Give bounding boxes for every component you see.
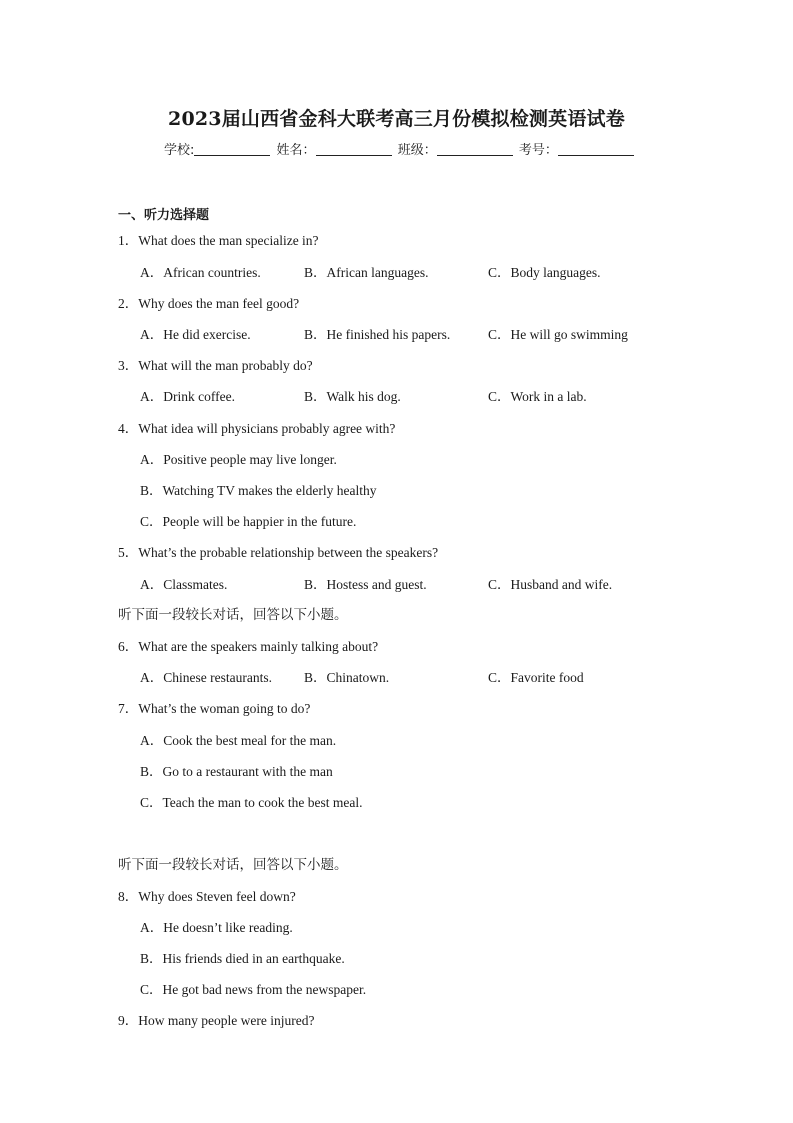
option-a[interactable]: A．African countries.	[140, 265, 261, 280]
question-6: 6．What are the speakers mainly talking about?	[118, 639, 379, 654]
name-label: 姓名：	[276, 143, 316, 158]
option-b[interactable]: B．He finished his papers.	[304, 327, 451, 342]
option-a[interactable]: A．Positive people may live longer.	[140, 452, 337, 467]
class-label: 班级：	[397, 143, 437, 158]
option-a[interactable]: A．Chinese restaurants.	[140, 670, 272, 685]
question-3: 3．What will the man probably do?	[118, 358, 313, 373]
option-a[interactable]: A．Cook the best meal for the man.	[140, 733, 337, 748]
exam-number-blank[interactable]	[558, 143, 634, 156]
class-blank[interactable]	[437, 143, 513, 156]
student-info-line	[164, 139, 636, 158]
option-b[interactable]: B．Walk his dog.	[304, 389, 401, 404]
option-a[interactable]: A．Classmates.	[140, 577, 228, 592]
option-c[interactable]: C．Body languages.	[488, 265, 601, 280]
option-b[interactable]: B．Hostess and guest.	[304, 577, 427, 592]
question-2: 2．Why does the man feel good?	[118, 296, 300, 311]
option-c[interactable]: C．People will be happier in the future.	[140, 514, 357, 529]
option-a[interactable]: A．Drink coffee.	[140, 389, 235, 404]
question-4: 4．What idea will physicians probably agree with?	[118, 421, 396, 436]
option-a[interactable]: A．He did exercise.	[140, 327, 251, 342]
section-title: 一、听力选择题	[118, 208, 210, 223]
option-c[interactable]: C．Favorite food	[488, 670, 584, 685]
school-label: 学校:	[164, 143, 195, 158]
option-c[interactable]: C．He will go swimming	[488, 327, 628, 342]
option-b[interactable]: B．His friends died in an earthquake.	[140, 951, 345, 966]
listening-instruction: 听下面一段较长对话，回答以下小题。	[118, 857, 348, 873]
school-blank[interactable]	[194, 143, 270, 156]
option-c[interactable]: C．He got bad news from the newspaper.	[140, 982, 367, 997]
option-b[interactable]: B．Watching TV makes the elderly healthy	[140, 483, 377, 498]
option-c[interactable]: C．Work in a lab.	[488, 389, 587, 404]
name-blank[interactable]	[316, 143, 392, 156]
option-b[interactable]: B．Chinatown.	[304, 670, 390, 685]
option-b[interactable]: B．Go to a restaurant with the man	[140, 764, 333, 779]
option-c[interactable]: C．Husband and wife.	[488, 577, 613, 592]
exam-title: 2023届山西省金科大联考高三月份模拟检测英语试卷	[168, 108, 625, 130]
question-9: 9．How many people were injured?	[118, 1013, 315, 1028]
question-8: 8．Why does Steven feel down?	[118, 889, 296, 904]
question-7: 7．What’s the woman going to do?	[118, 701, 311, 716]
listening-instruction: 听下面一段较长对话，回答以下小题。	[118, 607, 348, 623]
question-1: 1．What does the man specialize in?	[118, 233, 319, 248]
option-b[interactable]: B．African languages.	[304, 265, 429, 280]
option-a[interactable]: A．He doesn’t like reading.	[140, 920, 293, 935]
question-5: 5．What’s the probable relationship between the speakers?	[118, 545, 439, 560]
option-c[interactable]: C．Teach the man to cook the best meal.	[140, 795, 363, 810]
exam-number-label: 考号：	[518, 143, 558, 158]
